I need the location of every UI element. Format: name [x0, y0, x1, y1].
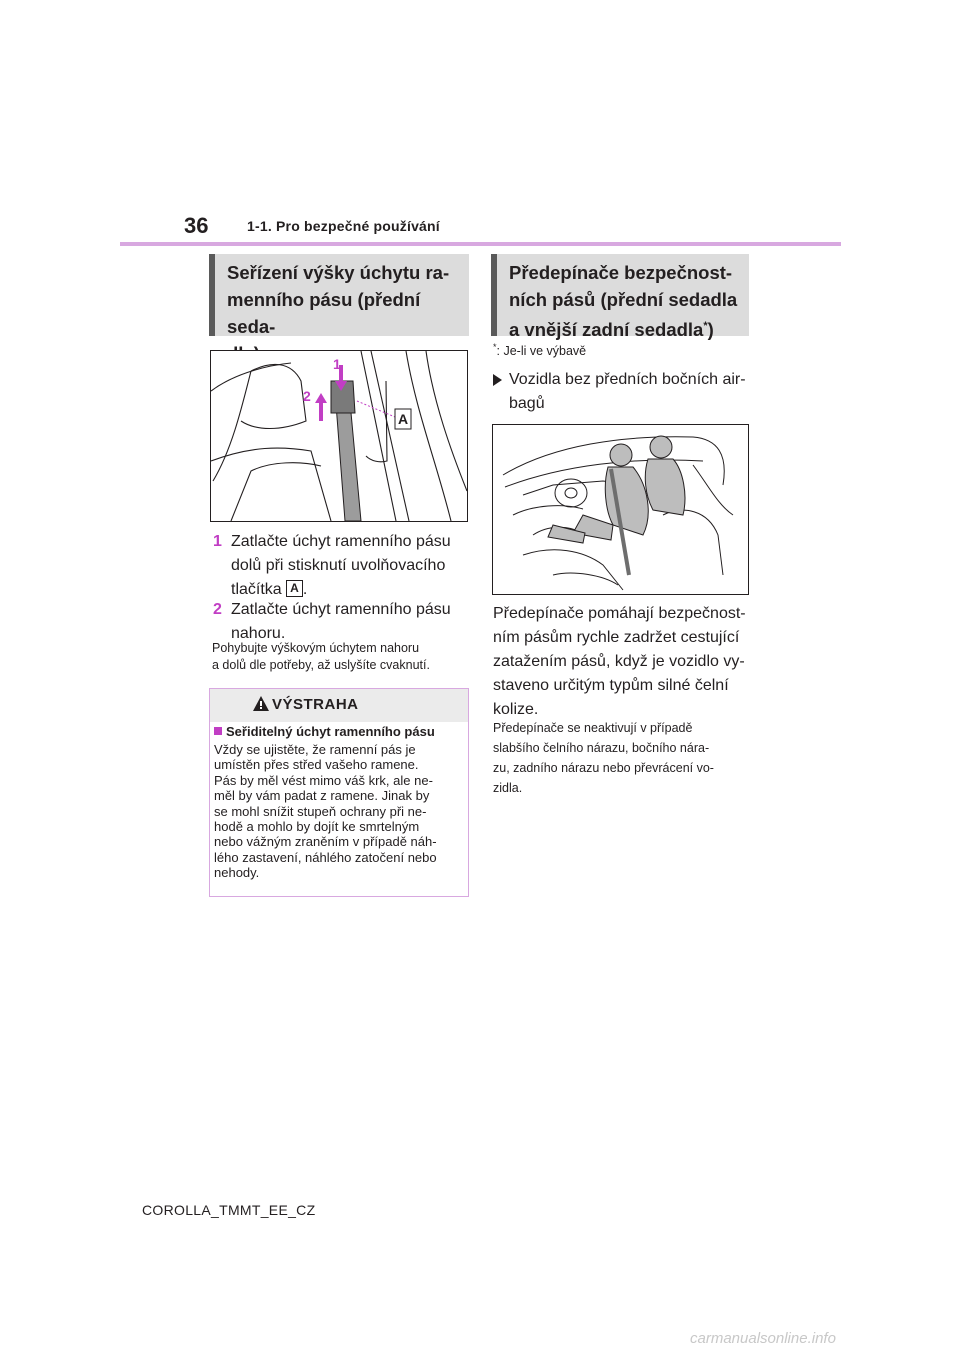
warning-title: VÝSTRAHA [272, 696, 359, 713]
bullet-item: Vozidla bez předních bočních air- bagů [493, 368, 753, 416]
paragraph-note: Předepínače se neaktivují v případě slabšího čelního nárazu, bočního nára- zu, zadního nárazu nebo převrácení vo- zidla. [493, 721, 714, 795]
figure-label-1: 1 [333, 356, 341, 372]
left-section-heading [209, 254, 469, 336]
page-number: 36 [184, 213, 209, 238]
figure-label-a: A [398, 411, 409, 427]
pretensioner-figure [492, 424, 749, 595]
step-text: Zatlačte úchyt ramenního pásu dolů při stisknutí uvolňovacího tlačítka [231, 533, 451, 598]
section-title: 1-1. Pro bezpečné používání [247, 218, 440, 234]
note: Pohybujte výškovým úchytem nahoru a dolů dle potřeby, až uslyšíte cvaknutí. [212, 641, 430, 672]
footnote: *: Je-li ve výbavě [493, 342, 587, 359]
step-text: Zatlačte úchyt ramenního pásu nahoru. [231, 601, 451, 642]
shoulder-anchor-figure [210, 350, 468, 522]
right-heading-line: ních pásů (přední sedadla [509, 289, 738, 310]
shoulder-anchor-illustration [211, 351, 467, 521]
right-heading-line: Předepínače bezpečnost- [509, 262, 733, 283]
warning-triangle-icon [252, 695, 270, 712]
square-bullet-icon [214, 727, 222, 735]
car-interior-illustration [493, 425, 748, 594]
right-section-heading [491, 254, 749, 341]
left-heading-line: menního pásu (přední seda- [227, 289, 421, 337]
left-heading-line: Seřízení výšky úchytu ra- [227, 262, 450, 283]
warning-body: Vždy se ujistěte, že ramenní pás je umístěn přes střed vašeho ramene. Pás by měl vést mimo váš krk, ale ne- měl by vám padat z ramene. Jinak by se mohl snížit stupeň ochrany při ne- hodě a mohlo by dojít ke smrtelným nebo vážným zraněním v případě náh- lého zastavení, náhlého zatočení nebo nehody. [214, 742, 437, 881]
figure-label-2: 2 [303, 388, 311, 404]
triangle-bullet-icon [493, 374, 502, 386]
warning-subtitle: Seřiditelný úchyt ramenního pásu [214, 724, 435, 739]
step-number: 1 [213, 533, 222, 550]
button-a-marker: A [286, 580, 303, 597]
document-code: COROLLA_TMMT_EE_CZ [142, 1202, 316, 1218]
right-heading-line: a vnější zadní sedadla*) [509, 319, 714, 341]
header-rule [120, 242, 841, 246]
paragraph-main: Předepínače pomáhají bezpečnost- ním pásům rychle zadržet cestující zatažením pásů, když je vozidlo vy- staveno určitým typům silné čelní kolize. [493, 605, 746, 718]
watermark: carmanualsonline.info [690, 1330, 836, 1347]
step-number: 2 [213, 601, 222, 618]
